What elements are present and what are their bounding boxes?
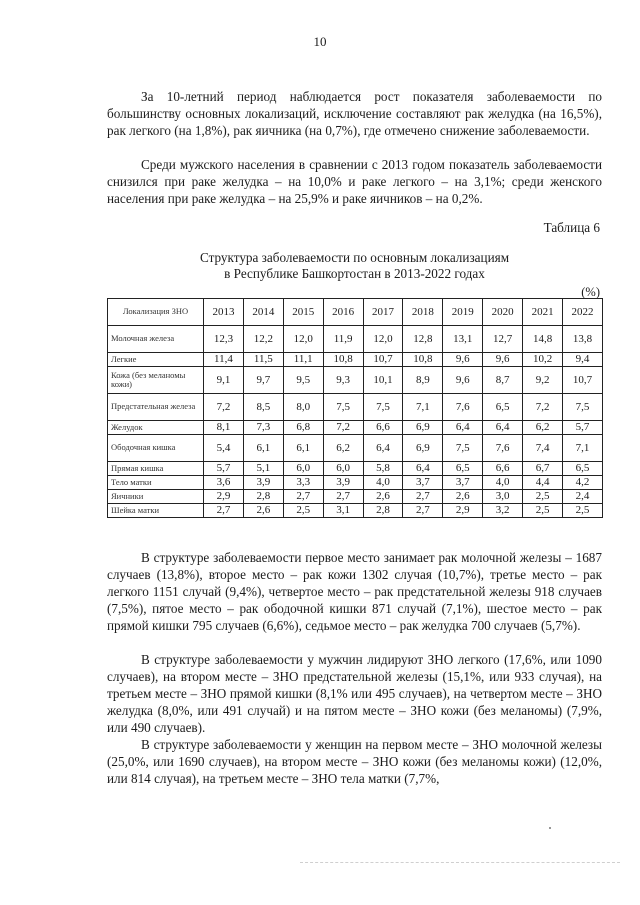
table-cell: 6,4 — [363, 435, 403, 462]
table-cell: 2,5 — [283, 504, 323, 518]
row-label: Яичники — [108, 490, 204, 504]
table-cell: 5,7 — [204, 462, 244, 476]
column-header-year: 2013 — [204, 299, 244, 326]
table-cell: 2,9 — [204, 490, 244, 504]
table-cell: 10,7 — [363, 353, 403, 367]
table-row — [108, 326, 603, 353]
table-cell: 6,0 — [323, 462, 363, 476]
table-cell: 3,0 — [483, 490, 523, 504]
table-cell: 6,4 — [403, 462, 443, 476]
row-label: Легкие — [108, 353, 204, 367]
table-cell: 11,1 — [283, 353, 323, 367]
table-cell: 10,8 — [323, 353, 363, 367]
table-cell: 7,5 — [363, 394, 403, 421]
table-cell: 6,6 — [363, 421, 403, 435]
table-cell: 3,9 — [243, 476, 283, 490]
table-cell: 12,0 — [283, 326, 323, 353]
table-cell: 6,1 — [243, 435, 283, 462]
table-cell: 6,8 — [283, 421, 323, 435]
table-cell: 7,2 — [523, 394, 563, 421]
paragraph-trend: За 10-летний период наблюдается рост показателя заболеваемости по большинству основных локализаций, исключение составляют рак желудка (на 16,5%), рак легкого (на 1,8%), рак яичника (на 0,7%), где отмечено снижение заболеваемости. — [107, 89, 602, 138]
table-cell: 2,8 — [363, 504, 403, 518]
table-cell: 7,1 — [563, 435, 603, 462]
scan-artifact-line — [300, 862, 620, 863]
table-cell: 11,9 — [323, 326, 363, 353]
table-unit: (%) — [581, 285, 600, 299]
table-cell: 6,5 — [483, 394, 523, 421]
table-cell: 8,1 — [204, 421, 244, 435]
column-header-year: 2016 — [323, 299, 363, 326]
table-cell: 13,1 — [443, 326, 483, 353]
table-cell: 12,3 — [204, 326, 244, 353]
row-label: Шейка матки — [108, 504, 204, 518]
table-cell: 7,2 — [204, 394, 244, 421]
table-cell: 5,1 — [243, 462, 283, 476]
table-cell: 9,6 — [443, 367, 483, 394]
table-cell: 2,4 — [563, 490, 603, 504]
table-cell: 9,6 — [483, 353, 523, 367]
paragraph-gender-decline: Среди мужского населения в сравнении с 2013 годом показатель заболеваемости снизился при раке желудка – на 10,0% и раке легкого – на 3,1%; среди женского населения при раке желудка – на 25,9% и раке яичников – на 0,2%. — [107, 157, 602, 206]
table-cell: 2,7 — [323, 490, 363, 504]
table-cell: 3,2 — [483, 504, 523, 518]
table-cell: 5,8 — [363, 462, 403, 476]
column-header-year: 2017 — [363, 299, 403, 326]
table-title-line-2: в Республике Башкортостан в 2013-2022 годах — [224, 266, 485, 281]
table-cell: 2,9 — [443, 504, 483, 518]
table-cell: 2,8 — [243, 490, 283, 504]
table-cell: 3,9 — [323, 476, 363, 490]
table-cell: 6,4 — [483, 421, 523, 435]
column-header-year: 2019 — [443, 299, 483, 326]
table-cell: 5,4 — [204, 435, 244, 462]
column-header-year: 2020 — [483, 299, 523, 326]
table-cell: 9,5 — [283, 367, 323, 394]
row-label: Тело матки — [108, 476, 204, 490]
table-cell: 6,2 — [523, 421, 563, 435]
table-cell: 7,5 — [443, 435, 483, 462]
table-cell: 3,6 — [204, 476, 244, 490]
table-cell: 8,5 — [243, 394, 283, 421]
table-row — [108, 462, 603, 476]
table-row — [108, 394, 603, 421]
table-cell: 10,2 — [523, 353, 563, 367]
table-cell: 6,9 — [403, 421, 443, 435]
table-cell: 6,7 — [523, 462, 563, 476]
table-cell: 12,8 — [403, 326, 443, 353]
table-cell: 4,0 — [363, 476, 403, 490]
table-cell: 9,4 — [563, 353, 603, 367]
table-cell: 2,5 — [563, 504, 603, 518]
table-cell: 2,5 — [523, 490, 563, 504]
table-header-row — [108, 299, 603, 326]
table-row — [108, 367, 603, 394]
row-label: Молочная железа — [108, 326, 204, 353]
table-cell: 7,5 — [563, 394, 603, 421]
table-cell: 12,2 — [243, 326, 283, 353]
row-label: Желудок — [108, 421, 204, 435]
table-cell: 2,7 — [283, 490, 323, 504]
page-number: 10 — [313, 34, 327, 49]
table-cell: 6,0 — [283, 462, 323, 476]
table-title-line-1: Структура заболеваемости по основным локализациям — [199, 250, 510, 265]
table-cell: 7,3 — [243, 421, 283, 435]
table-row — [108, 476, 603, 490]
table-cell: 10,1 — [363, 367, 403, 394]
table-cell: 3,3 — [283, 476, 323, 490]
table-cell: 3,7 — [443, 476, 483, 490]
table-cell: 12,7 — [483, 326, 523, 353]
table-row — [108, 490, 603, 504]
table-cell: 9,6 — [443, 353, 483, 367]
table-cell: 7,6 — [443, 394, 483, 421]
table-cell: 11,5 — [243, 353, 283, 367]
table-cell: 2,6 — [363, 490, 403, 504]
row-label: Прямая кишка — [108, 462, 204, 476]
table-cell: 8,7 — [483, 367, 523, 394]
table-cell: 9,3 — [323, 367, 363, 394]
table-cell: 6,5 — [443, 462, 483, 476]
paragraph-female-structure: В структуре заболеваемости у женщин на первом месте – ЗНО молочной железы (25,0%, или 1690 случаев), на втором месте – ЗНО кожи (без меланомы кожи) (12,0%, или 814 случая), на третьем месте – ЗНО тела матки (7,7%, — [107, 737, 602, 786]
table-cell: 4,4 — [523, 476, 563, 490]
table-cell: 12,0 — [363, 326, 403, 353]
table-cell: 7,4 — [523, 435, 563, 462]
column-header-year: 2022 — [563, 299, 603, 326]
table-cell: 7,6 — [483, 435, 523, 462]
table-row — [108, 421, 603, 435]
table-cell: 13,8 — [563, 326, 603, 353]
table-cell: 8,0 — [283, 394, 323, 421]
table-cell: 9,1 — [204, 367, 244, 394]
table-label: Таблица 6 — [543, 220, 600, 235]
table-title — [107, 250, 602, 282]
table-cell: 6,5 — [563, 462, 603, 476]
scan-speck — [549, 827, 551, 829]
table-cell: 11,4 — [204, 353, 244, 367]
table-cell: 2,7 — [403, 504, 443, 518]
table-cell: 14,8 — [523, 326, 563, 353]
incidence-structure-table — [107, 298, 603, 518]
column-header-year: 2021 — [523, 299, 563, 326]
table-cell: 6,1 — [283, 435, 323, 462]
table-cell: 7,1 — [403, 394, 443, 421]
table-row — [108, 435, 603, 462]
table-cell: 10,7 — [563, 367, 603, 394]
table-cell: 3,7 — [403, 476, 443, 490]
table-cell: 9,2 — [523, 367, 563, 394]
paragraph-overall-structure: В структуре заболеваемости первое место занимает рак молочной железы – 1687 случаев (13,8%), второе место – рак кожи 1302 случая (10,7%), третье место – рак легкого 1151 случай (9,4%), четвертое место – рак предстательной железы 918 случаев (7,5%), пятое место – рак ободочной кишки 871 случай (7,1%), шестое место – рак прямой кишки 795 случаев (6,6%), седьмое место – рак желудка 700 случаев (5,7%). — [107, 550, 602, 633]
column-header-year: 2014 — [243, 299, 283, 326]
table-cell: 8,9 — [403, 367, 443, 394]
table-cell: 6,9 — [403, 435, 443, 462]
table-cell: 9,7 — [243, 367, 283, 394]
column-header-year: 2015 — [283, 299, 323, 326]
column-header-year: 2018 — [403, 299, 443, 326]
paragraph-male-structure: В структуре заболеваемости у мужчин лидируют ЗНО легкого (17,6%, или 1090 случаев), на втором месте – ЗНО предстательной железы (15,1%, или 933 случая), на третьем месте – ЗНО прямой кишки (8,1% или 495 случаев), на четвертом месте – ЗНО желудка (8,0%, или 491 случай) и на пятом месте – ЗНО кожи (без меланомы) (7,9%, или 490 случаев). — [107, 652, 602, 735]
table-row — [108, 504, 603, 518]
table-cell: 7,5 — [323, 394, 363, 421]
column-header-localization: Локализация ЗНО — [108, 299, 204, 326]
table-cell: 3,1 — [323, 504, 363, 518]
table-cell: 2,6 — [243, 504, 283, 518]
table-cell: 2,7 — [403, 490, 443, 504]
table-cell: 4,2 — [563, 476, 603, 490]
table-cell: 6,2 — [323, 435, 363, 462]
row-label: Предстательная железа — [108, 394, 204, 421]
table-cell: 6,6 — [483, 462, 523, 476]
table-cell: 7,2 — [323, 421, 363, 435]
table-row — [108, 353, 603, 367]
table-cell: 6,4 — [443, 421, 483, 435]
table-cell: 2,6 — [443, 490, 483, 504]
row-label: Кожа (без меланомы кожи) — [108, 367, 204, 394]
table-cell: 5,7 — [563, 421, 603, 435]
table-cell: 4,0 — [483, 476, 523, 490]
table-cell: 10,8 — [403, 353, 443, 367]
table-cell: 2,5 — [523, 504, 563, 518]
row-label: Ободочная кишка — [108, 435, 204, 462]
table-cell: 2,7 — [204, 504, 244, 518]
